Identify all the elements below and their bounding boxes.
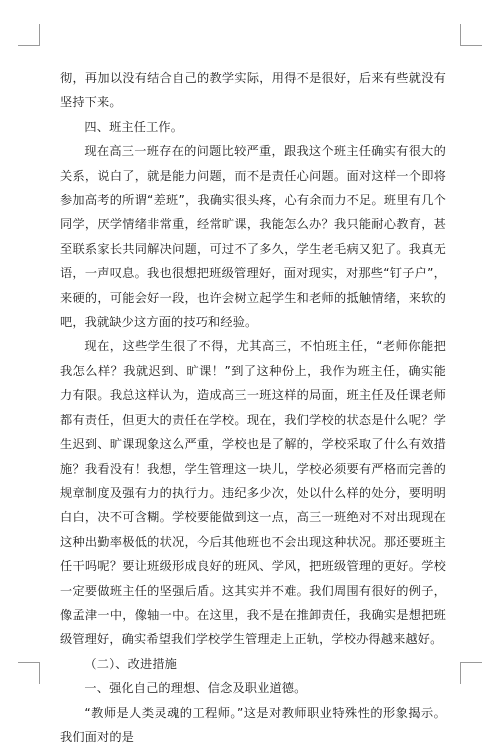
crop-mark-top-left-v <box>39 24 40 46</box>
crop-mark-bottom-right-v <box>460 662 461 684</box>
subheading-ideals-ethics: 一、强化自己的理想、信念及职业道德。 <box>84 681 307 696</box>
crop-mark-bottom-left-v <box>39 662 40 684</box>
crop-mark-bottom-left-h <box>18 662 40 663</box>
paragraph-continuation: 彻，再加以没有结合自己的教学实际，用得不是很好，后来有些就没有坚持下来。 <box>60 71 446 110</box>
paragraph-teacher-quote: “教师是人类灵魂的工程师。”这是对教师职业特殊性的形象揭示。我们面对的是 <box>60 705 446 744</box>
crop-mark-top-left-h <box>18 45 40 46</box>
section-heading-homeroom-work: 四、班主任工作。 <box>84 119 184 134</box>
document-body <box>60 66 446 749</box>
paragraph-school-responsibility: 现在，这些学生很了不得，尤其高三，不怕班主任，“老师你能把我怎么样？我就迟到、旷课！”到了这种份上，我作为班主任，确实能力有限。我总这样认为，造成高三一班这样的局面，班主任及任课老师都有责任，但更大的责任在学校。现在，我们学校的状态是什么呢？学生迟到、旷课现象这么严重，学校也是了解的，学校采取了什么有效措施？我看没有！我想，学生管理这一块儿，学校必须要有严格而完善的规章制度及强有力的执行力。违纪多少次，处以什么样的处分，要明明白白，决不可含糊。学校要能做到这一点，高三一班绝对不对出现现在这种出勤率极低的状况，今后其他班也不会出现这种状况。那还要班主任干吗呢？要让班级形成良好的班风、学风，把班级管理的更好。学校一定要做班主任的坚强后盾。这其实并不难。我们周围有很好的例子，像孟津一中，像轴一中。在这里，我不是在推卸责任，我确实是想把班级管理好，确实希望我们学校学生管理走上正轨，学校办得越来越好。 <box>60 339 446 647</box>
section-heading-improvements: （二）、改进措施 <box>84 656 177 671</box>
crop-mark-bottom-right-h <box>460 662 482 663</box>
crop-mark-top-right-v <box>460 24 461 46</box>
paragraph-class-problems: 现在高三一班存在的问题比较严重，跟我这个班主任确实有很大的关系，说白了，就是能力问题，而不是责任心问题。面对这样一个即将参加高考的所谓“差班”，我确实很头疼，心有余而力不足。班里有几个同学，厌学情绪非常重，经常旷课，我能怎么办？我只能耐心教育，甚至联系家长共同解决问题，可过不了多久，学生老毛病又犯了。我真无语，一声叹息。我也很想把班级管理好，面对现实，对那些“钉子户”，来硬的，可能会好一段，也许会树立起学生和老师的抵触情绪，来软的吧，我就缺少这方面的技巧和经验。 <box>60 144 446 330</box>
crop-mark-top-right-h <box>460 45 482 46</box>
